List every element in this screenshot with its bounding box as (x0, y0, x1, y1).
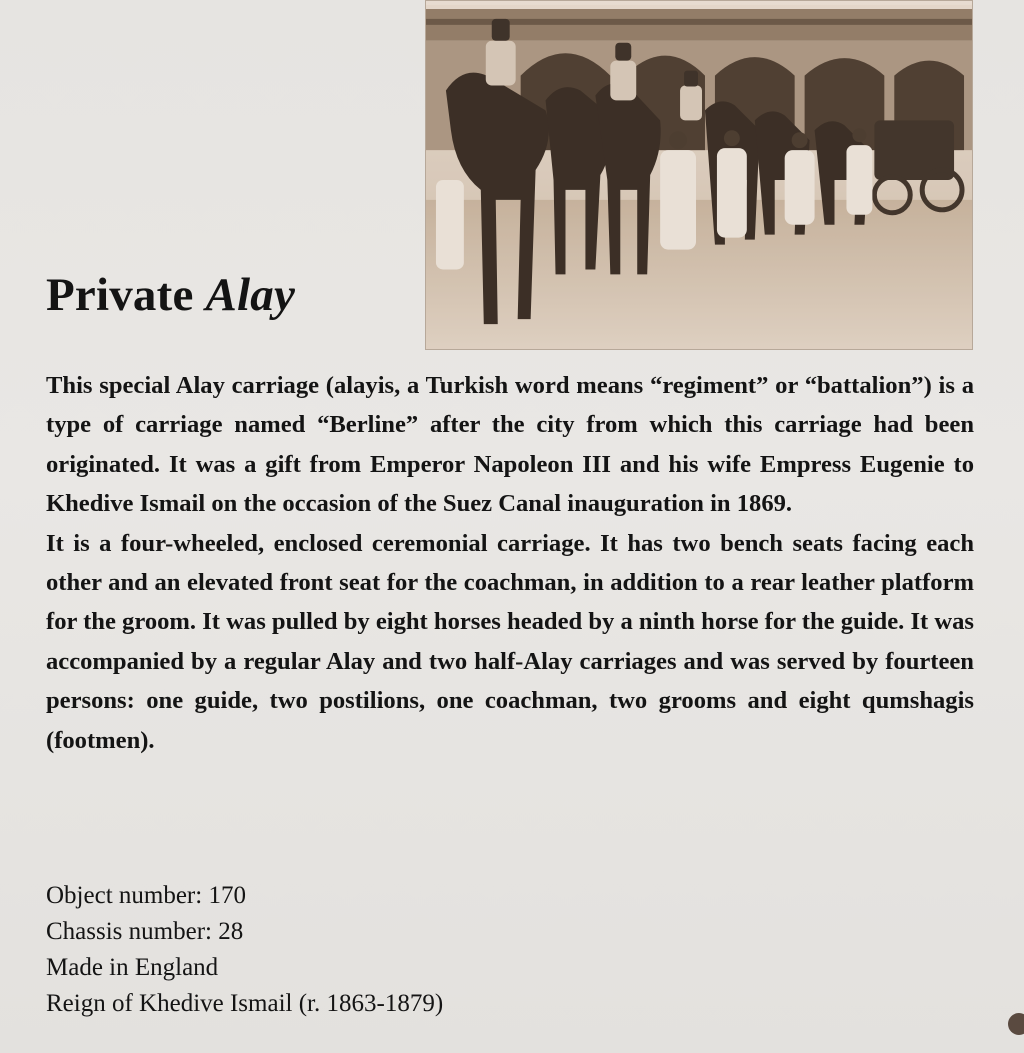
panel-title (46, 268, 295, 322)
title-plain: Private (46, 269, 194, 321)
title-italic: Alay (205, 269, 296, 321)
paragraph-history: This special Alay carriage (alayis, a Turkish word means “regiment” or “battalion”) is a type of carriage named “Berline” after the city from which this carriage had been originated. It was a gift from Emperor Napoleon III and his wife Empress Eugenie to Khedive Ismail on the occasion of the Suez Canal inauguration in 1869. (46, 372, 974, 518)
reign: Reign of Khedive Ismail (r. 1863-1879) (46, 990, 444, 1017)
description (46, 366, 974, 760)
wall-fixing (1008, 1013, 1024, 1035)
object-number: Object number: 170 (46, 882, 246, 909)
paragraph-description: It is a four-wheeled, enclosed ceremonial carriage. It has two bench seats facing each other and an elevated front seat for the coachman, in addition to a rear leather platform for the groom. It was pulled by eight horses headed by a ninth horse for the guide. It was accompanied by a regular Alay and two half-Alay carriages and was served by fourteen persons: one guide, two postilions, one coachman, two grooms and eight qumshagis (footmen). (46, 529, 974, 754)
origin: Made in England (46, 954, 219, 981)
archival-photo (425, 0, 973, 350)
object-details (46, 878, 443, 1022)
chassis-number: Chassis number: 28 (46, 918, 244, 945)
